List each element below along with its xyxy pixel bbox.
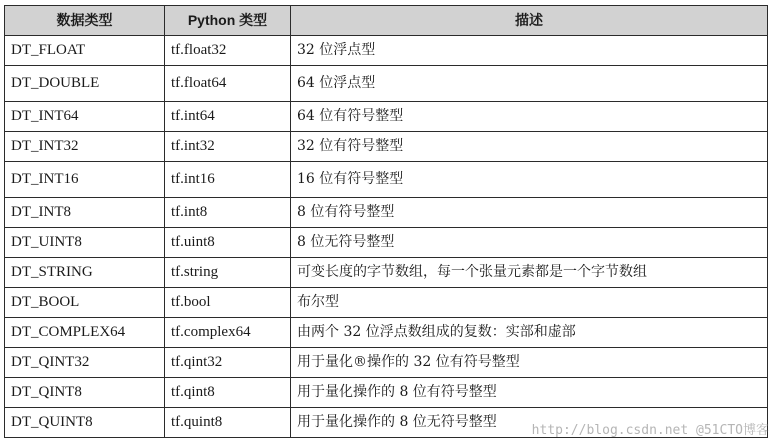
cell-data-type: DT_INT64 <box>5 102 165 132</box>
table-row <box>5 162 768 198</box>
table-row <box>5 132 768 162</box>
cell-data-type: DT_INT8 <box>5 198 165 228</box>
header-python-type: Python 类型 <box>165 6 291 36</box>
cell-data-type: DT_INT32 <box>5 132 165 162</box>
cell-python-type: tf.int8 <box>165 198 291 228</box>
table-row <box>5 348 768 378</box>
cell-description: 用于量化操作的 8 位无符号整型 <box>291 408 768 438</box>
table-row <box>5 198 768 228</box>
data-types-table <box>4 5 768 438</box>
cell-data-type: DT_BOOL <box>5 288 165 318</box>
cell-description: 用于量化®操作的 32 位有符号整型 <box>291 348 768 378</box>
cell-data-type: DT_DOUBLE <box>5 66 165 102</box>
cell-python-type: tf.float64 <box>165 66 291 102</box>
cell-python-type: tf.string <box>165 258 291 288</box>
cell-python-type: tf.qint8 <box>165 378 291 408</box>
cell-data-type: DT_QUINT8 <box>5 408 165 438</box>
cell-description: 8 位有符号整型 <box>291 198 768 228</box>
cell-data-type: DT_QINT32 <box>5 348 165 378</box>
cell-description: 用于量化操作的 8 位有符号整型 <box>291 378 768 408</box>
table-row <box>5 36 768 66</box>
cell-description: 64 位浮点型 <box>291 66 768 102</box>
table-row <box>5 66 768 102</box>
table-row <box>5 102 768 132</box>
cell-data-type: DT_FLOAT <box>5 36 165 66</box>
cell-python-type: tf.int16 <box>165 162 291 198</box>
cell-python-type: tf.uint8 <box>165 228 291 258</box>
table-row <box>5 378 768 408</box>
header-description: 描述 <box>291 6 768 36</box>
table-row <box>5 258 768 288</box>
cell-data-type: DT_STRING <box>5 258 165 288</box>
cell-data-type: DT_UINT8 <box>5 228 165 258</box>
cell-description: 32 位有符号整型 <box>291 132 768 162</box>
cell-data-type: DT_QINT8 <box>5 378 165 408</box>
cell-description: 64 位有符号整型 <box>291 102 768 132</box>
cell-description: 32 位浮点型 <box>291 36 768 66</box>
cell-python-type: tf.complex64 <box>165 318 291 348</box>
cell-python-type: tf.float32 <box>165 36 291 66</box>
cell-description: 布尔型 <box>291 288 768 318</box>
table-header-row <box>5 6 768 36</box>
watermark: http://blog.csdn.net @51CTO博客 <box>531 423 769 438</box>
cell-description: 由两个 32 位浮点数组成的复数：实部和虚部 <box>291 318 768 348</box>
header-data-type: 数据类型 <box>5 6 165 36</box>
cell-data-type: DT_COMPLEX64 <box>5 318 165 348</box>
table-row <box>5 288 768 318</box>
cell-description: 16 位有符号整型 <box>291 162 768 198</box>
cell-python-type: tf.int32 <box>165 132 291 162</box>
cell-python-type: tf.bool <box>165 288 291 318</box>
table-row <box>5 408 768 438</box>
table-row <box>5 318 768 348</box>
cell-python-type: tf.qint32 <box>165 348 291 378</box>
table-row <box>5 228 768 258</box>
cell-description: 可变长度的字节数组，每一个张量元素都是一个字节数组 <box>291 258 768 288</box>
cell-python-type: tf.int64 <box>165 102 291 132</box>
cell-python-type: tf.quint8 <box>165 408 291 438</box>
cell-description: 8 位无符号整型 <box>291 228 768 258</box>
cell-data-type: DT_INT16 <box>5 162 165 198</box>
